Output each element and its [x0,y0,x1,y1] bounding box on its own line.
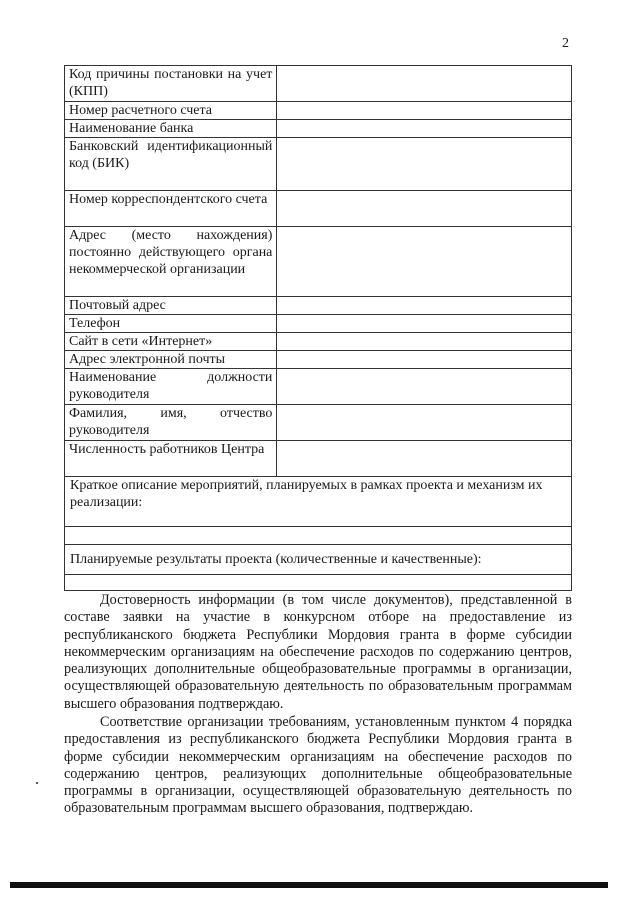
table-row [65,333,572,351]
row-value-kpp[interactable] [277,66,572,102]
row-value-postal-address[interactable] [277,297,572,315]
row-label-corr-account: Номер корреспондентского счета [65,191,277,227]
row-value-bik[interactable] [277,138,572,191]
table-row [65,297,572,315]
table-row [65,66,572,102]
row-value-email[interactable] [277,351,572,369]
activities-heading: Краткое описание мероприятий, планируемых в рамках проекта и механизм их реализации: [65,477,572,527]
row-label-account-number: Номер расчетного счета [65,102,277,120]
table-row [65,545,572,575]
scan-edge-bar [10,882,608,888]
reliability-paragraph: Достоверность информации (в том числе документов), представленной в составе заявки на участие в конкурсном отборе на предоставление из республиканского бюджета Республики Мордовия гранта в форме субсидии некоммерческим организациям на обеспечение расходов по содержанию центров, реализующих дополнительные общеобразовательные программы в организации, осуществляющей образовательную деятельность по образовательным программам высшего образования подтверждаю. [64,592,572,712]
row-value-address[interactable] [277,227,572,297]
row-label-website: Сайт в сети «Интернет» [65,333,277,351]
row-label-email: Адрес электронной почты [65,351,277,369]
row-label-address: Адрес (место нахождения) постоянно действующего органа некоммерческой организации [65,227,277,297]
compliance-paragraph: Соответствие организации требованиям, установленным пунктом 4 порядка предоставления из республиканского бюджета Республики Мордовия гранта в форме субсидии некоммерческим организациям на обеспечение расходов по содержанию центров, реализующих дополнительные общеобразовательные программы в организации, осуществляющей образовательную деятельность по образовательным программам высшего образования, подтверждаю. [64,714,572,817]
row-value-head-position[interactable] [277,369,572,405]
row-value-corr-account[interactable] [277,191,572,227]
row-label-kpp: Код причины постановки на учет (КПП) [65,66,277,102]
row-label-bik: Банковский идентификационный код (БИК) [65,138,277,191]
page-number: 2 [562,36,569,51]
row-label-bank-name: Наименование банка [65,120,277,138]
row-label-head-name: Фамилия, имя, отчество руководителя [65,405,277,441]
row-value-phone[interactable] [277,315,572,333]
row-value-bank-name[interactable] [277,120,572,138]
table-row [65,575,572,591]
table-row [65,102,572,120]
table-row [65,120,572,138]
table-row [65,527,572,545]
application-form-table [64,65,572,591]
table-row [65,477,572,527]
table-row [65,441,572,477]
scan-dot [36,782,38,784]
row-value-account-number[interactable] [277,102,572,120]
row-label-head-position: Наименование должности руководителя [65,369,277,405]
results-heading: Планируемые результаты проекта (количественные и качественные): [65,545,572,575]
row-label-postal-address: Почтовый адрес [65,297,277,315]
row-label-staff-count: Численность работников Центра [65,441,277,477]
table-row [65,369,572,405]
table-row [65,191,572,227]
row-label-phone: Телефон [65,315,277,333]
row-value-website[interactable] [277,333,572,351]
table-row [65,315,572,333]
results-value[interactable] [65,575,572,591]
table-row [65,138,572,191]
table-row [65,227,572,297]
row-value-staff-count[interactable] [277,441,572,477]
row-value-head-name[interactable] [277,405,572,441]
table-row [65,351,572,369]
activities-value[interactable] [65,527,572,545]
table-row [65,405,572,441]
